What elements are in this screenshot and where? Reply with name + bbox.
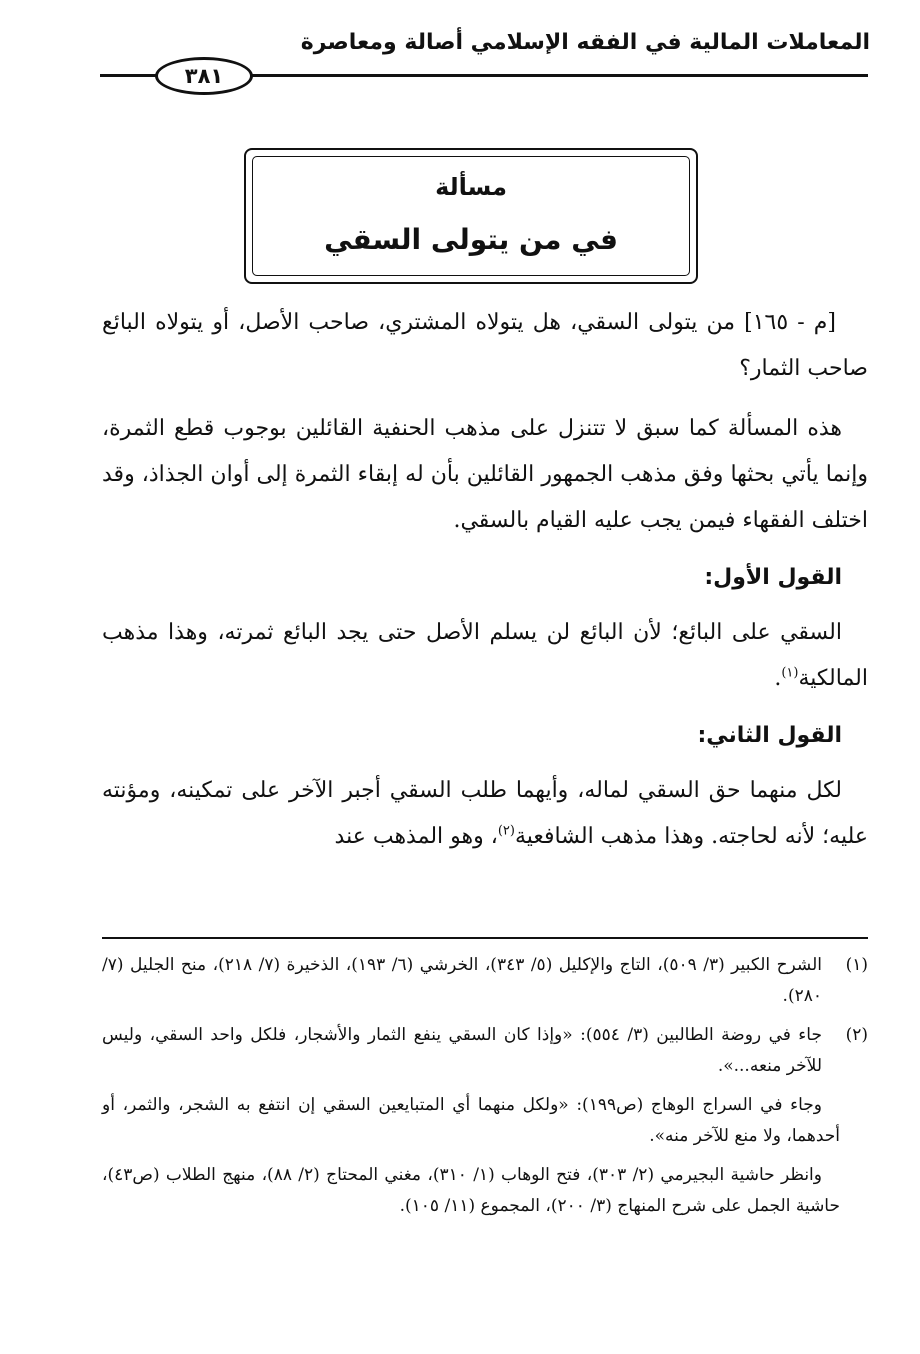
paragraph-first-opinion-end: . xyxy=(774,666,782,691)
section-title-box xyxy=(244,148,698,284)
footnote-2-continuation-2: وانظر حاشية البجيرمي (٢/ ٣٠٣)، فتح الوهاب (١/ ٣١٠)، مغني المحتاج (٢/ ٨٨)، منهج الطلاب (ص٤٣)، حاشية الجمل على شرح المنهاج (٣/ ٢٠٠)، المجموع (١١/ ١٠٥). xyxy=(102,1165,840,1216)
paragraph-second-opinion xyxy=(102,768,868,860)
footnote-ref-2[interactable]: (٢) xyxy=(497,823,515,839)
running-header-title: المعاملات المالية في الفقه الإسلامي أصالة ومعاصرة xyxy=(300,30,870,55)
footnote-2-continuation-1: وجاء في السراج الوهاج (ص١٩٩): «ولكل منهما أي المتبايعين السقي إن انتفع به الشجر، والثمر، أو أحدهما، ولا منع للآخر منه». xyxy=(102,1095,840,1146)
section-title-label: مسألة xyxy=(435,173,507,201)
footnote-ref-1[interactable]: (١) xyxy=(781,665,799,681)
paragraph-second-opinion-text: لكل منهما حق السقي لماله، وأيهما طلب السقي أجبر الآخر على تمكينه، ومؤنته عليه؛ لأنه لحاجته. وهذا مذهب الشافعية xyxy=(102,778,868,849)
footnote-1 xyxy=(102,950,868,1012)
footnote-1-number: (١) xyxy=(845,955,868,975)
intro-paragraph: [م - ١٦٥] من يتولى السقي، هل يتولاه المشتري، صاحب الأصل، أو يتولاه البائع صاحب الثمار؟ xyxy=(102,310,868,381)
paragraph-first-opinion-text: السقي على البائع؛ لأن البائع لن يسلم الأصل حتى يجد البائع ثمرته، وهذا مذهب المالكية xyxy=(102,620,868,691)
body-text xyxy=(102,300,868,874)
paragraph-context: هذه المسألة كما سبق لا تتنزل على مذهب الحنفية القائلين بوجوب قطع الثمرة، وإنما يأتي بحثها وفق مذهب الجمهور القائلين بأن له إبقاء الثمرة إلى أوان الجذاذ، وقد اختلف الفقهاء فيمن يجب عليه القيام بالسقي. xyxy=(102,416,868,533)
footnote-2 xyxy=(102,1020,868,1082)
paragraph-second-opinion-end: ، وهو المذهب عند xyxy=(334,824,498,849)
heading-first-opinion: القول الأول: xyxy=(704,565,842,590)
heading-second-opinion: القول الثاني: xyxy=(697,723,842,748)
footnotes xyxy=(102,950,868,1230)
paragraph-first-opinion xyxy=(102,610,868,702)
footnote-2-text: جاء في روضة الطالبين (٣/ ٥٥٤): «وإذا كان السقي ينفع الثمار والأشجار، فلكل واحد السقي، وليس للآخر منعه...». xyxy=(102,1025,822,1076)
footnote-1-text: الشرح الكبير (٣/ ٥٠٩)، التاج والإكليل (٥/ ٣٤٣)، الخرشي (٦/ ١٩٣)، الذخيرة (٧/ ٢١٨)، منح الجليل (٧/ ٢٨٠). xyxy=(102,955,822,1006)
section-title-subject: في من يتولى السقي xyxy=(324,223,618,256)
footnote-rule xyxy=(102,937,868,939)
footnote-2-number: (٢) xyxy=(845,1025,868,1045)
page-number: ٣٨١ xyxy=(155,57,253,95)
